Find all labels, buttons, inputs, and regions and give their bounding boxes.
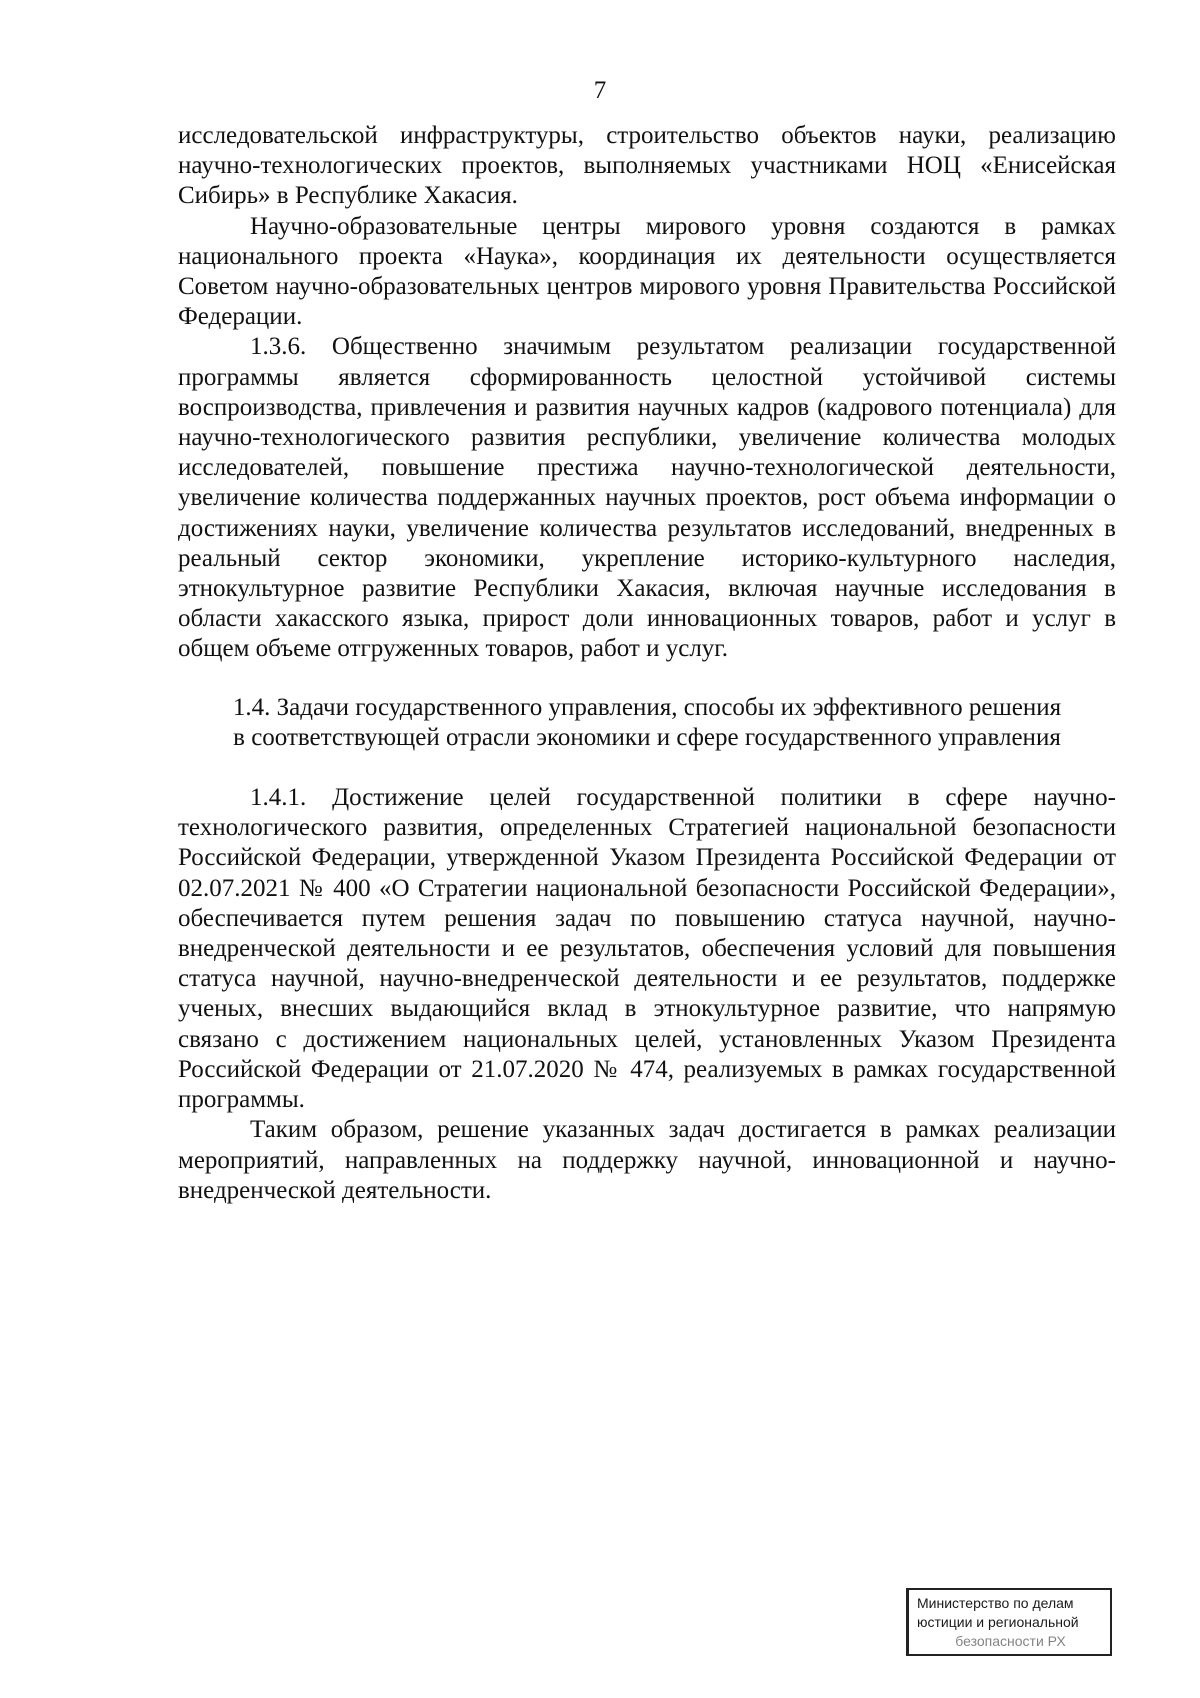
section-heading-line: в соответствующей отрасли экономики и сфере государственного управления xyxy=(233,723,1061,751)
paragraph-research-centers: Научно-образовательные центры мирового уровня создаются в рамках национального проекта «Наука», координация их деятельности осуществляется Советом научно-образовательных центров мирового уровня Правительства Российской Федерации. xyxy=(178,212,1116,331)
spacer xyxy=(178,753,1116,783)
paragraph-infrastructure: исследовательской инфраструктуры, строительство объектов науки, реализацию научно-технологических проектов, выполняемых участниками НОЦ «Енисейская Сибирь» в Республике Хакасия. xyxy=(178,122,1116,210)
paragraph-1-3-6: 1.3.6. Общественно значимым результатом реализации государственной программы является сформированность целостной устойчивой системы воспроизводства, привлечения и развития научных кадров (кадрового потенциала) для научно-технологического развития республики, увеличение количества молодых исследователей, повышение престижа научно-технологической деятельности, увеличение количества поддержанных научных проектов, рост объема информации о достижениях науки, увеличение количества результатов исследований, внедренных в реальный сектор экономики, укрепление историко-культурного наследия, этнокультурное развитие Республики Хакасия, включая научные исследования в области хакасского языка, прирост доли инновационных товаров, работ и услуг в общем объеме отгруженных товаров, работ и услуг. xyxy=(178,333,1116,663)
paragraph-conclusion: Таким образом, решение указанных задач достигается в рамках реализации мероприятий, направленных на поддержку научной, инновационной и научно-внедренческой деятельности. xyxy=(178,1116,1116,1204)
section-heading-1-4 xyxy=(178,693,1116,753)
page-number: 7 xyxy=(593,77,607,104)
stamp-line: юстиции и региональной xyxy=(917,1614,1079,1630)
spacer xyxy=(178,665,1116,693)
ministry-stamp xyxy=(906,1588,1112,1656)
paragraph-1-4-1: 1.4.1. Достижение целей государственной политики в сфере научно-технологического развития, определенных Стратегией национальной безопасности Российской Федерации, утвержденной Указом Президента Российской Федерации от 02.07.2021 № 400 «О Стратегии национальной безопасности Российской Федерации», обеспечивается путем решения задач по повышению статуса научной, научно-внедренческой деятельности и ее результатов, обеспечения условий для повышения статуса научной, научно-внедренческой деятельности и ее результатов, поддержке ученых, внесших выдающийся вклад в этнокультурное развитие, что напрямую связано с достижением национальных целей, установленных Указом Президента Российской Федерации от 21.07.2020 № 474, реализуемых в рамках государственной программы. xyxy=(178,784,1116,1114)
stamp-line: безопасности РХ xyxy=(955,1633,1066,1649)
stamp-line: Министерство по делам xyxy=(917,1595,1074,1611)
section-heading-line: 1.4. Задачи государственного управления, способы их эффективного решения xyxy=(232,693,1062,721)
document-body xyxy=(178,121,1116,1206)
